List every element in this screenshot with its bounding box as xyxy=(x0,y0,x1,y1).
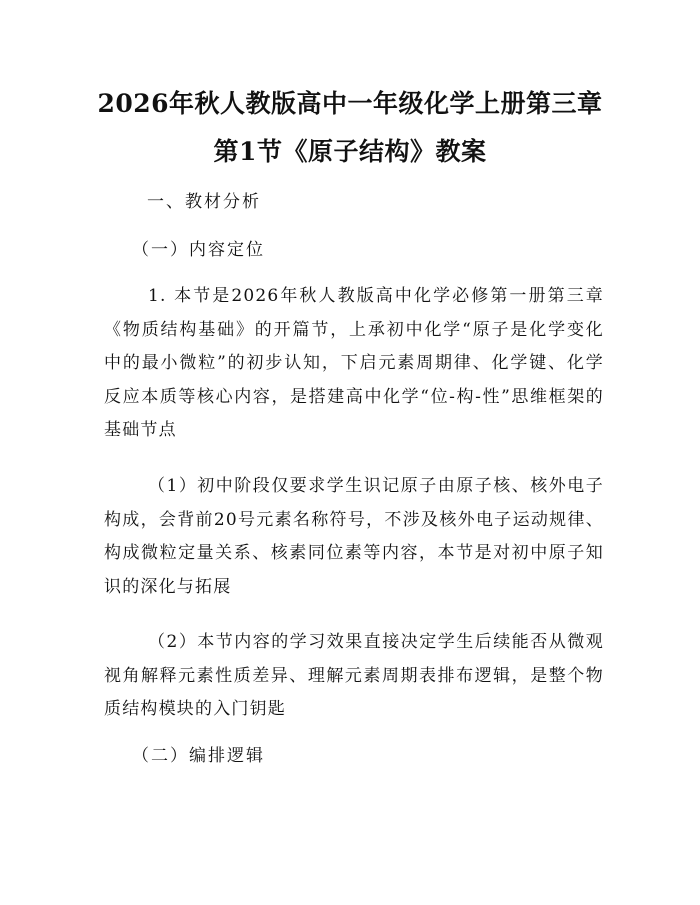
paragraph-learning-effect: （2）本节内容的学习效果直接决定学生后续能否从微观视角解释元素性质差异、理解元素周期表排布逻辑，是整个物质结构模块的入门钥匙 xyxy=(104,632,604,719)
subsection-heading-content-positioning: （一）内容定位 xyxy=(132,240,265,260)
paragraph-section-positioning: 1. 本节是2026年秋人教版高中化学必修第一册第三章《物质结构基础》的开篇节，上承初中化学“原子是化学变化中的最小微粒”的初步认知，下启元素周期律、化学键、化学反应本质等核心内容，是搭建高中化学“位-构-性”思维框架的基础节点 xyxy=(104,286,604,440)
document-title-line-1: 2026年秋人教版高中一年级化学上册第三章 xyxy=(97,89,603,118)
document-title-line-2: 第1节《原子结构》教案 xyxy=(213,137,487,166)
subsection-heading-arrangement-logic: （二）编排逻辑 xyxy=(132,746,265,766)
paragraph-junior-knowledge: （1）初中阶段仅要求学生识记原子由原子核、核外电子构成，会背前20号元素名称符号，不涉及核外电子运动规律、构成微粒定量关系、核素同位素等内容，本节是对初中原子知识的深化与拓展 xyxy=(104,476,604,597)
section-heading-textbook-analysis: 一、教材分析 xyxy=(147,192,261,212)
